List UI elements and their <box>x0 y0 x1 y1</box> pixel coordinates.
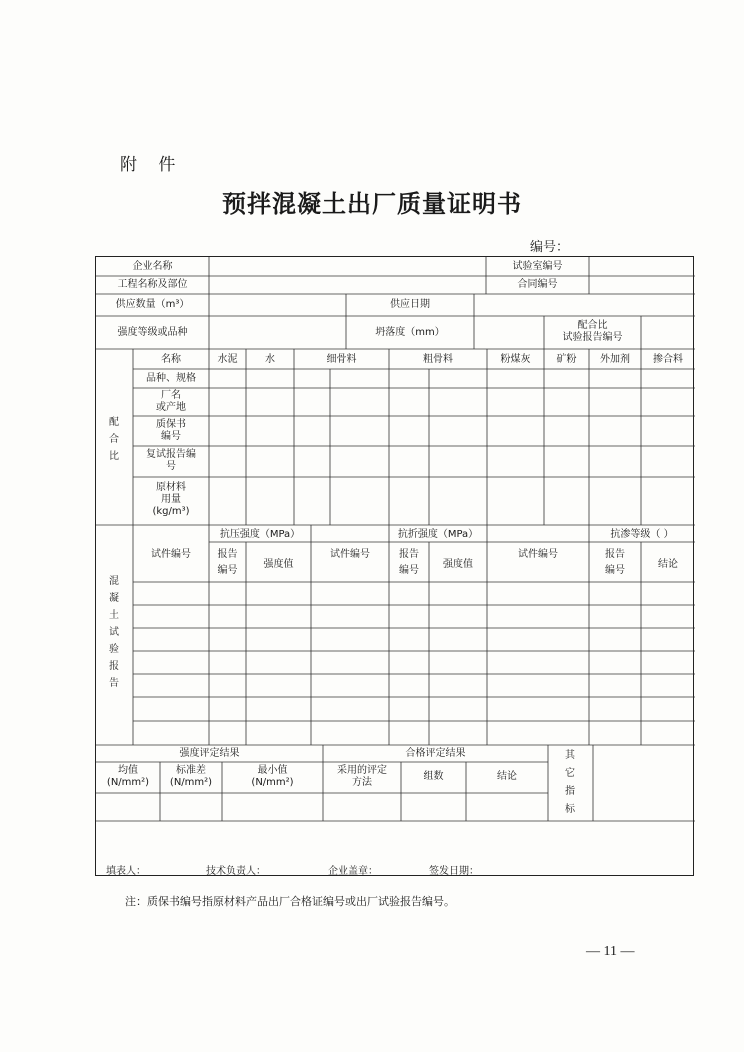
company-seal-label: 企业盖章： <box>328 866 378 877</box>
technical-lead-label: 技术负责人： <box>206 866 266 877</box>
report-number-header-3: 报告 编号 <box>605 549 625 576</box>
group-count-header: 组数 <box>423 771 444 782</box>
strength-evaluation-header: 强度评定结果 <box>179 748 240 759</box>
serial-number-label: 编号： <box>530 240 570 255</box>
document-title: 预拌混凝土出厂质量证明书 <box>222 189 522 218</box>
mean-value-header: 均值 (N/mm²) <box>106 765 150 788</box>
filled-by-label: 填表人： <box>106 866 146 877</box>
conclusion-header: 结论 <box>658 559 678 570</box>
row-quality-cert-no: 质保书 编号 <box>156 419 186 442</box>
flexural-strength-header: 抗折强度（MPa） <box>397 529 479 540</box>
strength-value-header-2: 强度值 <box>443 559 473 570</box>
row-retest-report-no: 复试报告编 号 <box>146 449 196 472</box>
material-slag-powder: 矿粉 <box>556 354 577 365</box>
specimen-number-header-2: 试件编号 <box>330 549 370 560</box>
project-label: 工程名称及部位 <box>117 279 188 290</box>
min-value-header: 最小值 (N/mm²) <box>251 765 294 788</box>
evaluation-conclusion-header: 结论 <box>497 771 517 782</box>
material-additive: 掺合料 <box>653 354 683 365</box>
company-name-label: 企业名称 <box>132 261 173 272</box>
evaluation-method-header: 采用的评定 方法 <box>337 765 387 788</box>
material-water: 水 <box>265 354 275 365</box>
std-deviation-header: 标准差 (N/mm²) <box>169 765 213 788</box>
impermeability-grade-header: 抗渗等级（ ） <box>610 529 674 540</box>
row-manufacturer: 厂名 或产地 <box>156 390 186 413</box>
material-fly-ash: 粉煤灰 <box>500 354 531 365</box>
contract-number-label: 合同编号 <box>517 279 558 290</box>
supply-date-label: 供应日期 <box>390 299 430 310</box>
mix-section-label: 配 合 比 <box>109 417 119 462</box>
specimen-number-header-1: 试件编号 <box>151 549 191 560</box>
lab-number-label: 试验室编号 <box>512 261 563 272</box>
other-indicators-label: 其 它 指 标 <box>565 750 575 815</box>
material-name-header: 名称 <box>161 354 181 365</box>
report-number-header-2: 报告 编号 <box>399 549 419 576</box>
material-admixture: 外加剂 <box>600 354 630 365</box>
strength-grade-label: 强度等级或品种 <box>117 327 188 338</box>
page-number: — 11 — <box>586 944 635 959</box>
compliance-evaluation-header: 合格评定结果 <box>405 748 466 759</box>
material-fine-aggregate: 细骨料 <box>326 354 357 365</box>
specimen-number-header-3: 试件编号 <box>518 549 558 560</box>
mix-report-number-label: 配合比 试验报告编号 <box>562 320 623 343</box>
footnote: 注：质保书编号指原材料产品出厂合格证编号或出厂试验报告编号。 <box>125 895 455 908</box>
material-cement: 水泥 <box>217 354 238 365</box>
row-variety-spec: 品种、规格 <box>146 373 196 384</box>
slump-label: 坍落度（mm） <box>375 327 445 338</box>
report-number-header-1: 报告 编号 <box>217 549 238 576</box>
issue-date-label: 签发日期： <box>429 866 479 877</box>
test-section-label: 混 凝 土 试 验 报 告 <box>109 576 119 689</box>
supply-quantity-label: 供应数量（m³） <box>115 299 190 310</box>
row-material-dosage: 原材料 用量 (kg/m³) <box>152 482 190 517</box>
strength-value-header-1: 强度值 <box>263 559 294 570</box>
quality-certificate-form <box>95 256 694 876</box>
compressive-strength-header: 抗压强度（MPa） <box>219 529 301 540</box>
attachment-label: 附 件 <box>120 155 184 175</box>
material-coarse-aggregate: 粗骨料 <box>423 354 453 365</box>
